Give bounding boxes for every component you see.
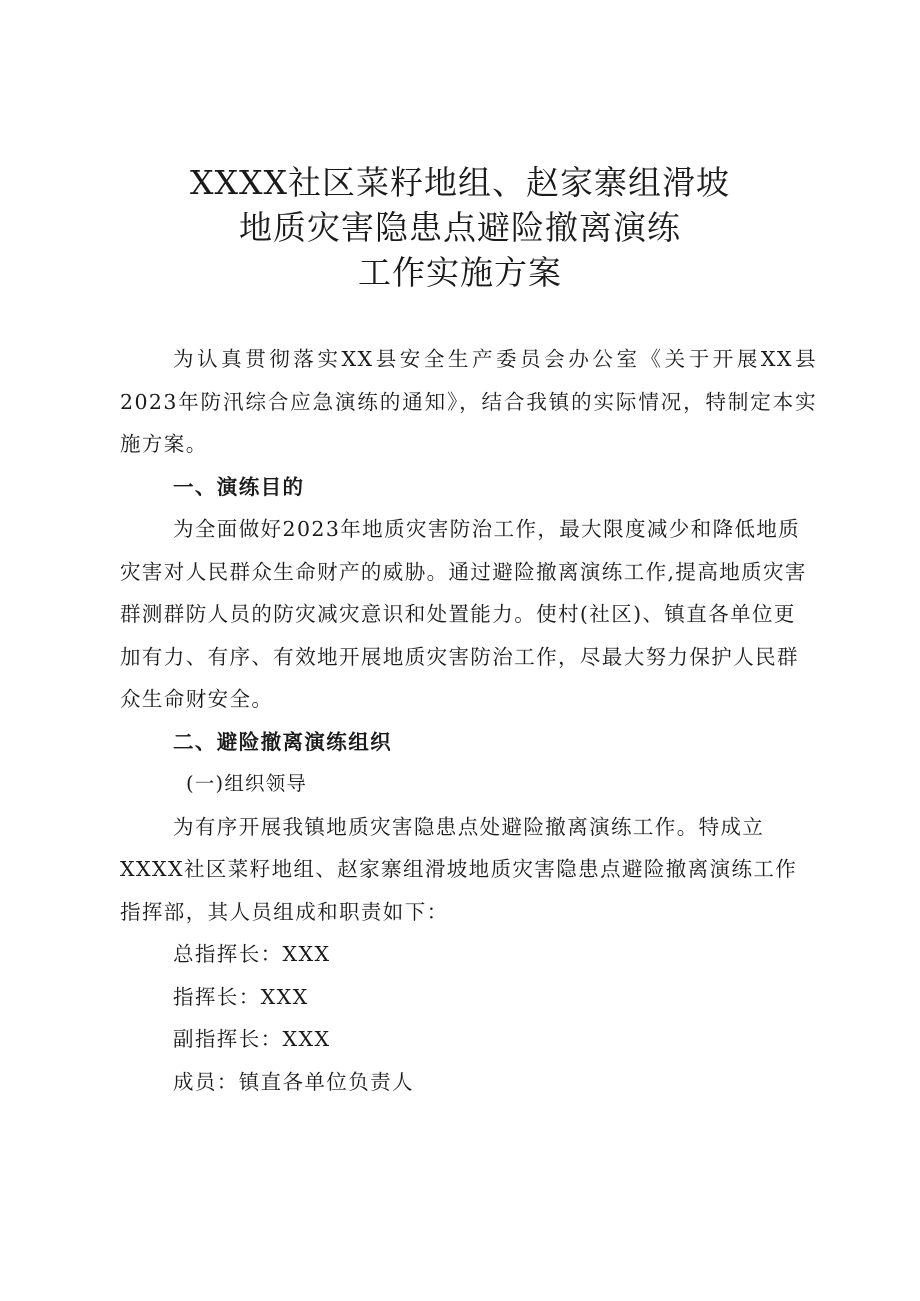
commander-line: 指挥长：XXX xyxy=(173,984,309,1009)
title-line-2: 地质灾害隐患点避险撤离演练 xyxy=(239,208,681,247)
deputy-commander-line: 副指挥长：XXX xyxy=(173,1027,331,1051)
title-line-3: 工作实施方案 xyxy=(358,253,562,292)
members-line: 成员：镇直各单位负责人 xyxy=(173,1069,414,1094)
section-1-paragraph: 为全面做好2023年地质灾害防治工作，最大限度减少和降低地质灾害对人民群众生命财产的威胁。通过避险撤离演练工作,提高地质灾害群测群防人员的防灾减灾意识和处置能力。使村(社区)、镇直各单位更加有力、有序、有效地开展地质灾害防治工作，尽最大努力保护人民群众生命财安全。 xyxy=(120,517,807,711)
subsection-1-paragraph: 为有序开展我镇地质灾害隐患点处避险撤离演练工作。特成立XXXX社区菜籽地组、赵家寨组滑坡地质灾害隐患点避险撤离演练工作指挥部，其人员组成和职责如下： xyxy=(120,814,798,924)
title-line-1: XXXX社区菜籽地组、赵家寨组滑坡 xyxy=(190,163,730,202)
commander-general-line: 总指挥长：XXX xyxy=(173,942,331,966)
document-title xyxy=(0,160,920,295)
intro-paragraph: 为认真贯彻落实XX县安全生产委员会办公室《关于开展XX县2023年防汛综合应急演练的通知》，结合我镇的实际情况，特制定本实施方案。 xyxy=(120,347,817,456)
subsection-1-heading: (一)组织领导 xyxy=(186,772,308,795)
section-2-heading: 二、避险撤离演练组织 xyxy=(173,729,392,754)
document-body xyxy=(120,338,817,1103)
section-1-heading: 一、演练目的 xyxy=(173,474,305,499)
